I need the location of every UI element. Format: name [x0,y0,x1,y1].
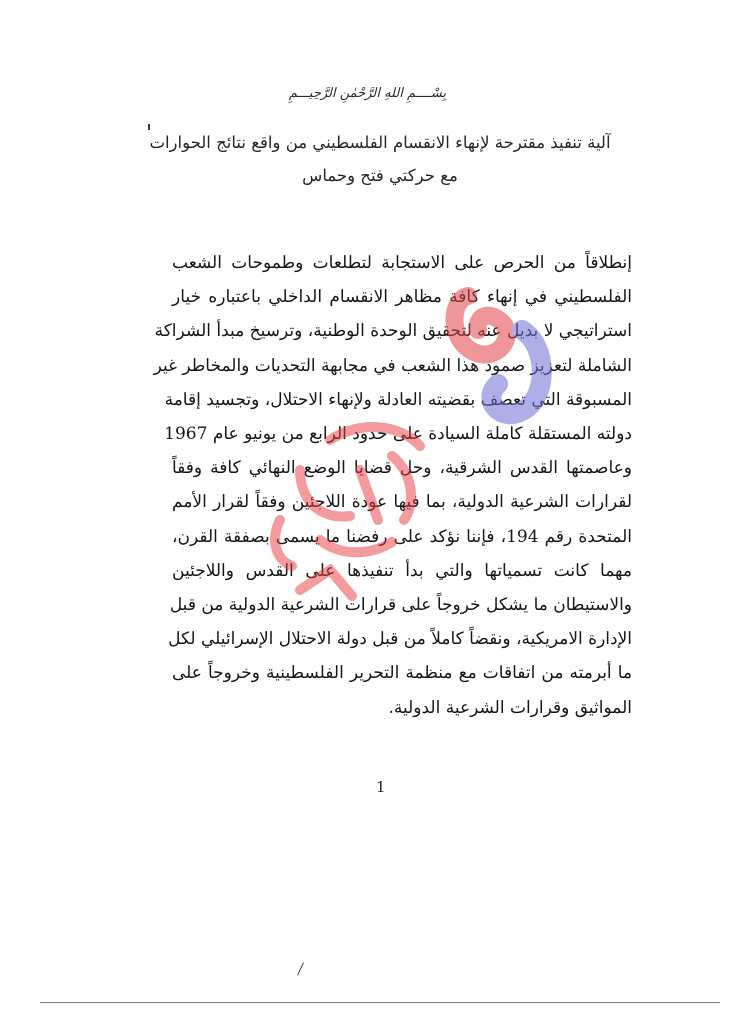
body-line: المسبوقة التي تعصف بقضيته العادلة ولإنهاء الاحتلال، وتجسيد إقامة [164,389,632,410]
scan-page-edge [40,1002,720,1003]
scan-speck [148,124,150,130]
body-line: استراتيجي لا بديل عنه لتحقيق الوحدة الوطنية، وترسيخ مبدأ الشراكة [154,321,632,342]
document-body-paragraph [153,246,633,725]
body-line: الشاملة لتعزيز صمود هذا الشعب في مجابهة التحديات والمخاطر غير [153,355,632,376]
title-line: آلية تنفيذ مقترحة لإنهاء الانقسام الفلسطيني من واقع نتائج الحوارات [149,133,611,152]
body-line: الفلسطيني في إنهاء كافة مظاهر الانقسام الداخلي باعتباره خيار [172,287,632,308]
body-line: دولته المستقلة كاملة السيادة على حدود الرابع من يونيو عام 1967 [164,424,632,445]
scan-speck [297,962,304,975]
title-line: مع حركتي فتح وحماس [302,166,458,185]
body-line: لقرارات الشرعية الدولية، بما فيها عودة اللاجئين وفقاً لقرار الأمم [172,492,632,513]
body-line: الإدارة الامريكية، ونقضاً كاملاً من قبل دولة الاحتلال الإسرائيلي لكل [168,629,632,650]
document-title [120,126,640,192]
page-number: 1 [376,778,386,796]
body-line: إنطلاقاً من الحرص على الاستجابة لتطلعات وطموحات الشعب [172,253,632,273]
body-line: مهما كانت تسمياتها والتي بدأ تنفيذها على القدس واللاجئين [172,560,632,581]
body-line: المتحدة رقم 194، فإننا نؤكد على رفضنا ما يسمى بصفقة القرن، [172,526,633,547]
body-line: والاستيطان ما يشكل خروجاً على قرارات الشرعية الدولية من قبل [169,595,632,616]
basmala-header: بِسْــــمِ اللهِ الرَّحْمٰنِ الرَّحِيـــمِ [288,86,447,101]
body-line: ما أبرمته من اتفاقات مع منظمة التحرير الفلسطينية وخروجاً على [172,663,632,684]
body-line: وعاصمتها القدس الشرقية، وحل قضايا الوضع النهائي كافة وفقاً [172,458,632,479]
body-line: المواثيق وقرارات الشرعية الدولية. [388,697,632,718]
